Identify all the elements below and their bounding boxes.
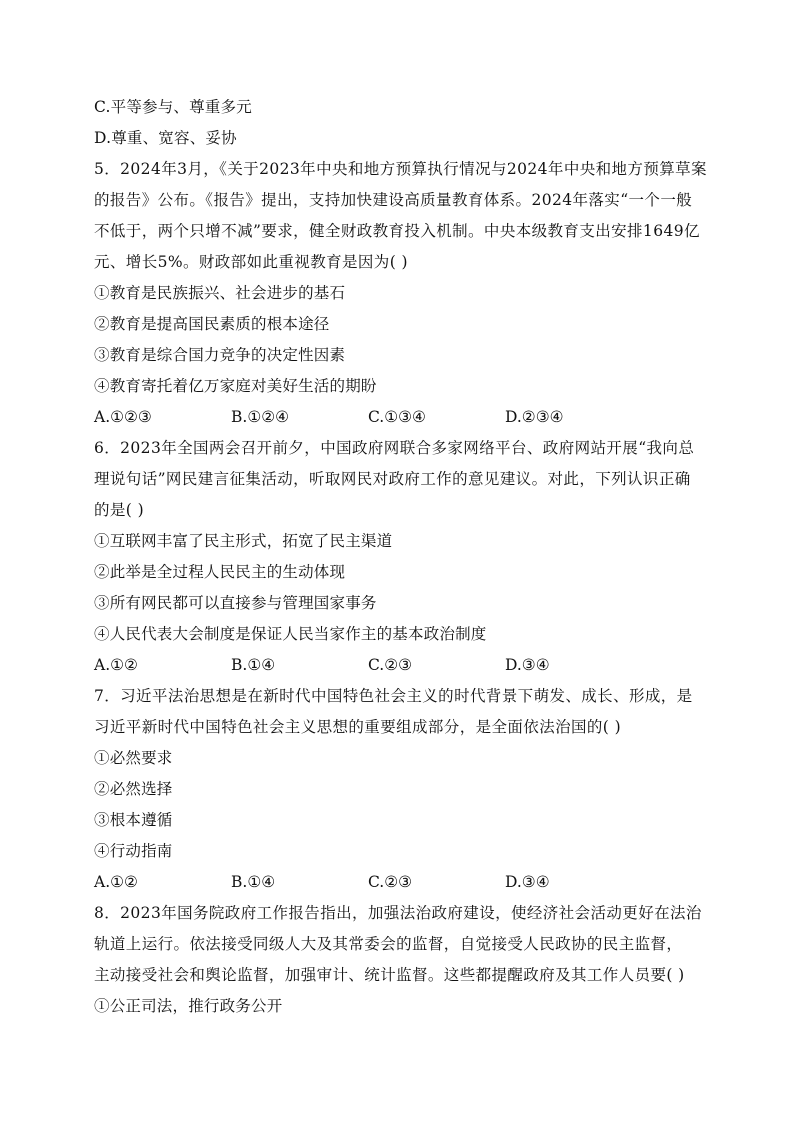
exam-content bbox=[94, 92, 707, 1022]
q5-option-c: C.①③④ bbox=[368, 408, 426, 426]
q6-option-a: A.①② bbox=[94, 656, 138, 674]
q7-option-a: A.①② bbox=[94, 873, 138, 891]
question-8 bbox=[94, 898, 704, 1022]
q5-statement-1: ①教育是民族振兴、社会进步的基石 bbox=[94, 284, 346, 302]
q4-option-d: D.尊重、宽容、妥协 bbox=[94, 129, 237, 147]
q7-stem-line: 习近平新时代中国特色社会主义思想的重要组成部分，是全面依法治国的( ) bbox=[94, 718, 622, 736]
q6-option-d: D.③④ bbox=[505, 656, 550, 674]
q6-stem-line: 的是( ) bbox=[94, 501, 145, 519]
q6-statement-1: ①互联网丰富了民主形式，拓宽了民主渠道 bbox=[94, 532, 393, 550]
q8-stem-line: 轨道上运行。依法接受同级人大及其常委会的监督，自觉接受人民政协的民主监督， bbox=[94, 935, 683, 953]
q5-option-d: D.②③④ bbox=[505, 408, 564, 426]
q8-stem-line: 主动接受社会和舆论监督，加强审计、统计监督。这些都提醒政府及其工作人员要( ) bbox=[94, 966, 685, 984]
q5-statement-2: ②教育是提高国民素质的根本途径 bbox=[94, 315, 330, 333]
q8-stem-line: 8．2023年国务院政府工作报告指出，加强法治政府建设，使经济社会活动更好在法治 bbox=[94, 904, 702, 922]
question-7 bbox=[94, 681, 704, 898]
q5-options bbox=[94, 402, 704, 433]
question-5 bbox=[94, 154, 707, 433]
q5-stem-line: 不低于，两个只增不减”要求，健全财政教育投入机制。中央本级教育支出安排1649亿 bbox=[94, 222, 700, 240]
q5-statement-4: ④教育寄托着亿万家庭对美好生活的期盼 bbox=[94, 377, 377, 395]
q5-stem-line: 元、增长5%。财政部如此重视教育是因为( ) bbox=[94, 253, 408, 271]
q5-option-a: A.①②③ bbox=[94, 408, 152, 426]
q7-statement-2: ②必然选择 bbox=[94, 780, 173, 798]
q6-statement-2: ②此举是全过程人民民主的生动体现 bbox=[94, 563, 346, 581]
q7-statement-3: ③根本遵循 bbox=[94, 811, 173, 829]
q7-option-d: D.③④ bbox=[505, 873, 550, 891]
q8-statement-1: ①公正司法，推行政务公开 bbox=[94, 997, 283, 1015]
q7-options bbox=[94, 867, 704, 898]
q5-option-b: B.①②④ bbox=[231, 408, 290, 426]
q6-stem-line: 理说句话”网民建言征集活动，听取网民对政府工作的意见建议。对此，下列认识正确 bbox=[94, 470, 691, 488]
q7-stem-line: 7．习近平法治思想是在新时代中国特色社会主义的时代背景下萌发、成长、形成，是 bbox=[94, 687, 693, 705]
q7-option-b: B.①④ bbox=[231, 873, 276, 891]
q6-statement-3: ③所有网民都可以直接参与管理国家事务 bbox=[94, 594, 377, 612]
q4-option-c: C.平等参与、尊重多元 bbox=[94, 98, 252, 116]
q7-statement-1: ①必然要求 bbox=[94, 749, 173, 767]
q6-statement-4: ④人民代表大会制度是保证人民当家作主的基本政治制度 bbox=[94, 625, 487, 643]
q6-options bbox=[94, 650, 704, 681]
question-6 bbox=[94, 433, 704, 681]
q5-stem-line: 5．2024年3月，《关于2023年中央和地方预算执行情况与2024年中央和地方预算草案 bbox=[94, 160, 707, 178]
q6-option-b: B.①④ bbox=[231, 656, 276, 674]
q5-stem-line: 的报告》公布。《报告》提出，支持加快建设高质量教育体系。2024年落实“一个一般 bbox=[94, 191, 693, 209]
q7-option-c: C.②③ bbox=[368, 873, 413, 891]
q7-statement-4: ④行动指南 bbox=[94, 842, 173, 860]
q6-option-c: C.②③ bbox=[368, 656, 413, 674]
q5-statement-3: ③教育是综合国力竞争的决定性因素 bbox=[94, 346, 346, 364]
q6-stem-line: 6．2023年全国两会召开前夕，中国政府网联合多家网络平台、政府网站开展“我向总 bbox=[94, 439, 695, 457]
